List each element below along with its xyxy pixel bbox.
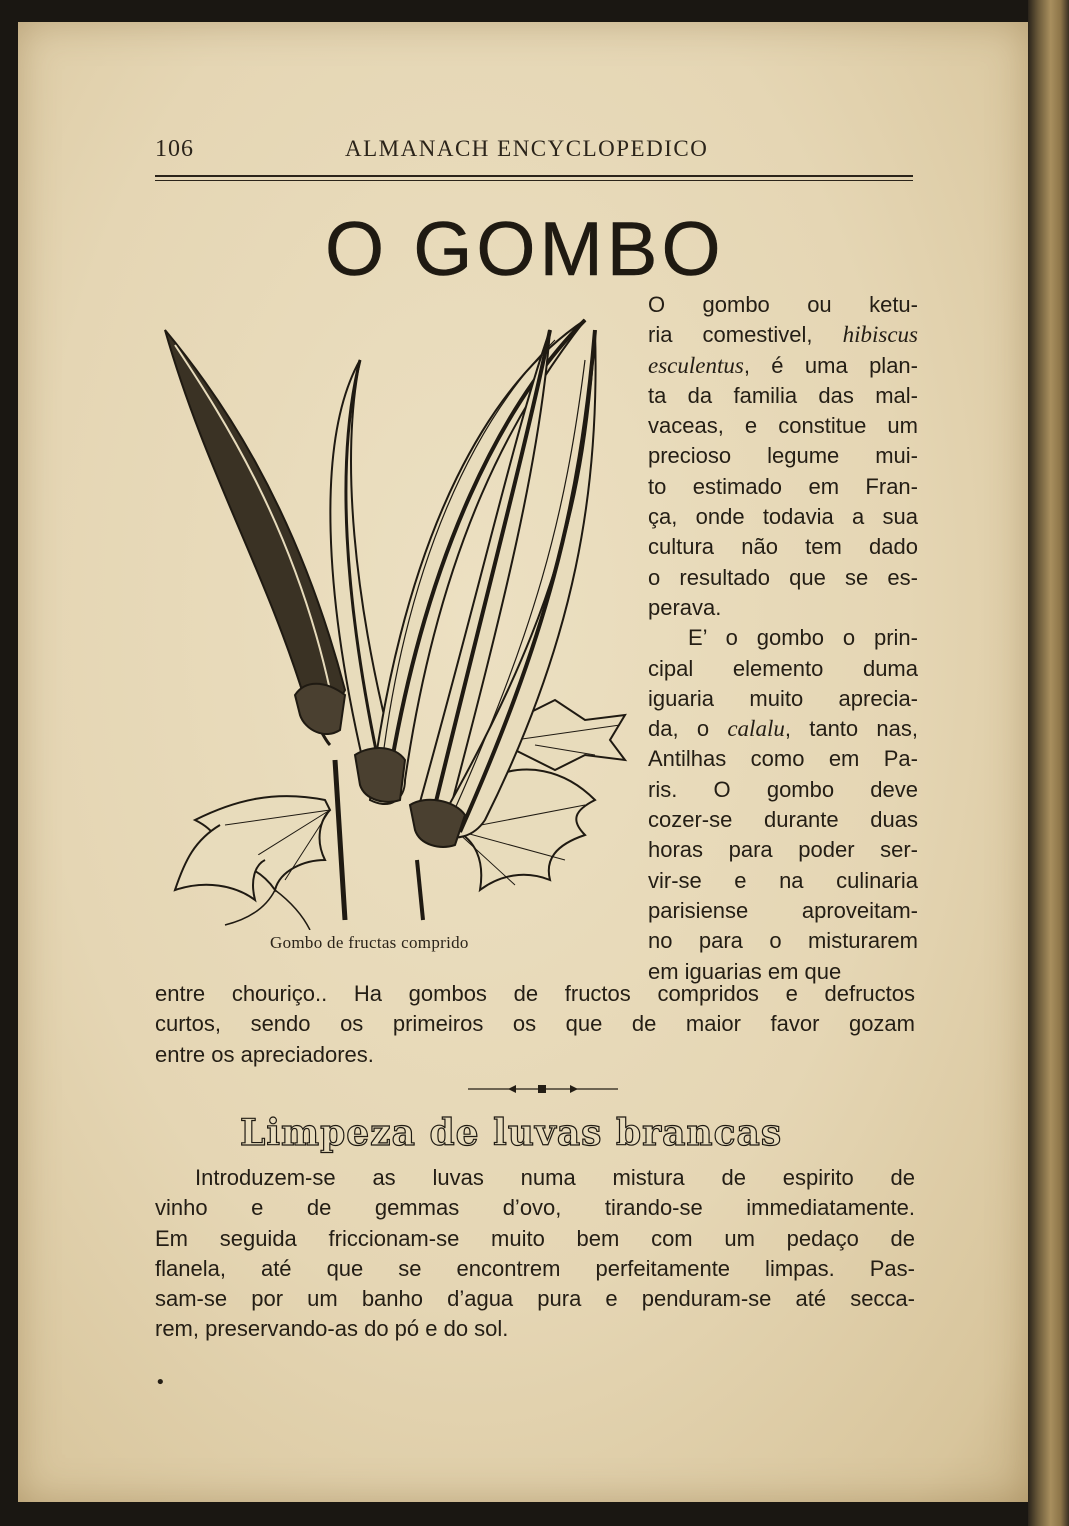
- okra-illustration: [155, 300, 635, 930]
- text-run: Antilhas como em Pa-: [648, 746, 918, 772]
- text-run: , é uma plan-: [743, 352, 918, 378]
- text-run: ria comestivel,: [648, 322, 843, 348]
- text-line: Em seguida friccionam-se muito bem com um pedaço de: [155, 1225, 915, 1251]
- column-line: [648, 654, 918, 684]
- column-line: [648, 593, 918, 623]
- text-line: sam-se por um banho d’agua pura e penduram-se até secca-: [155, 1286, 915, 1312]
- text-run: o resultado que se es-: [648, 564, 918, 590]
- text-run: cipal elemento duma: [648, 655, 918, 681]
- text-run: ris. O gombo deve: [648, 776, 918, 802]
- column-line: [648, 744, 918, 774]
- text-run: vir-se e na culinaria: [648, 867, 918, 893]
- column-line: [648, 351, 918, 381]
- text-line: flanela, até que se encontrem perfeitamente limpas. Pas-: [155, 1255, 915, 1281]
- header-rule: [155, 175, 913, 177]
- section-divider-ornament: [468, 1082, 618, 1096]
- column-line: [648, 623, 918, 653]
- book-spine: [1028, 0, 1069, 1526]
- text-run: to estimado em Fran-: [648, 473, 918, 499]
- text-run: perava.: [648, 594, 722, 620]
- page-number: 106: [155, 136, 194, 162]
- text-run: em iguarias em que: [648, 958, 842, 984]
- page-header: [0, 132, 1069, 172]
- second-article-title: Limpeza de luvas brancas: [240, 1112, 783, 1154]
- italic-term: esculentus: [648, 352, 744, 378]
- column-line: [648, 896, 918, 926]
- column-line: [648, 714, 918, 744]
- text-run: horas para poder ser-: [648, 837, 918, 863]
- column-line: [648, 472, 918, 502]
- column-line: [648, 502, 918, 532]
- page-mark: •: [155, 1372, 166, 1393]
- column-line: [648, 563, 918, 593]
- column-line: [648, 441, 918, 471]
- text-line: entre os apreciadores.: [155, 1041, 374, 1067]
- text-run: ta da familia das mal-: [648, 382, 918, 408]
- text-line: vinho e de gemmas d’ovo, tirando-se immediatamente.: [155, 1195, 915, 1221]
- text-line: curtos, sendo os primeiros os que de maior favor gozam: [155, 1011, 915, 1037]
- text-run: cultura não tem dado: [648, 534, 918, 560]
- text-run: precioso legume mui-: [648, 443, 918, 469]
- text-run: , tanto nas,: [784, 716, 918, 742]
- text-line: Introduzem-se as luvas numa mistura de espirito de: [195, 1165, 915, 1190]
- column-line: [648, 320, 918, 350]
- running-title: ALMANACH ENCYCLOPEDICO: [345, 136, 709, 161]
- italic-term: hibiscus: [842, 322, 918, 348]
- column-line: [648, 926, 918, 956]
- illustration-caption: Gombo de fructas comprido: [270, 933, 469, 952]
- text-run: E’ o gombo o prin-: [688, 625, 918, 651]
- text-run: O gombo ou ketu-: [648, 292, 918, 317]
- header-rule-thin: [155, 180, 913, 181]
- article-column-text: [648, 290, 918, 987]
- text-run: ça, onde todavia a sua: [648, 504, 918, 530]
- column-line: [648, 835, 918, 865]
- column-line: [648, 805, 918, 835]
- text-line: entre chouriço.. Ha gombos de fructos compridos e defructos: [155, 981, 915, 1006]
- text-run: no para o misturarem: [648, 928, 918, 954]
- column-line: [648, 775, 918, 805]
- text-run: iguaria muito aprecia-: [648, 685, 918, 711]
- text-run: parisiense aproveitam-: [648, 897, 918, 923]
- text-run: da, o: [648, 716, 728, 742]
- article-full-width-text: [155, 979, 915, 1070]
- column-line: [648, 381, 918, 411]
- article-title: O GOMBO: [325, 207, 725, 292]
- column-line: [648, 684, 918, 714]
- italic-term: calalu: [727, 716, 785, 742]
- column-line: [648, 290, 918, 320]
- text-run: cozer-se durante duas: [648, 807, 918, 833]
- second-article-text: [155, 1163, 915, 1345]
- text-line: rem, preservando-as do pó e do sol.: [155, 1316, 509, 1342]
- text-run: vaceas, e constitue um: [648, 413, 918, 439]
- column-line: [648, 866, 918, 896]
- column-line: [648, 411, 918, 441]
- column-line: [648, 532, 918, 562]
